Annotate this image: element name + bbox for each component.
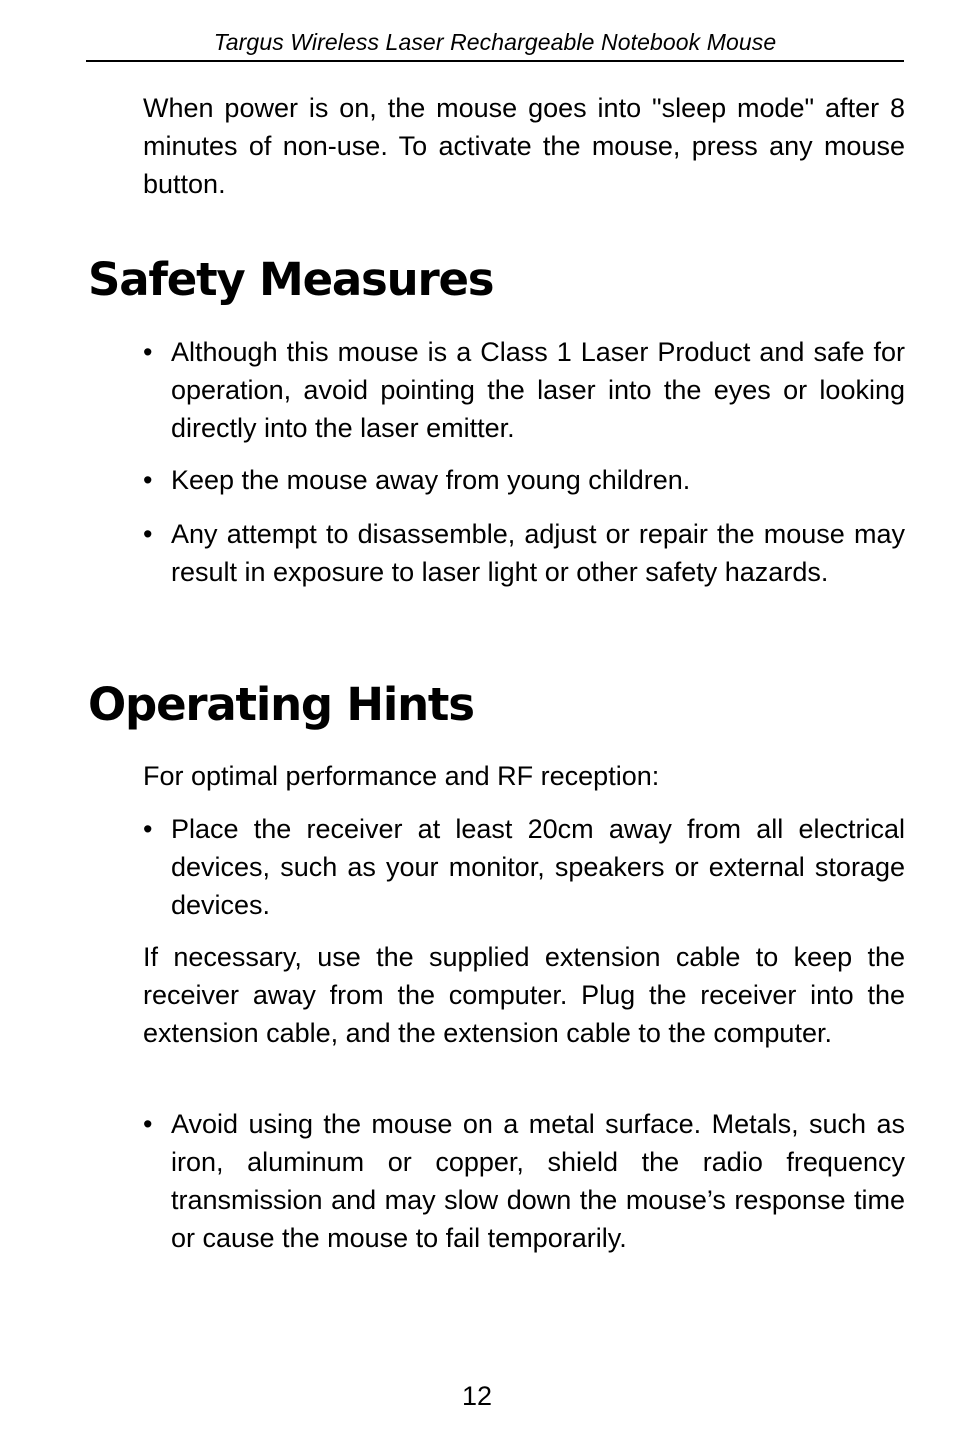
hints-bullet-item xyxy=(143,810,905,924)
safety-bullet-text: Keep the mouse away from young children. xyxy=(171,465,691,495)
operating-hints-heading: Operating Hints xyxy=(88,678,474,731)
page-number: 12 xyxy=(461,1381,493,1411)
page-header xyxy=(86,28,904,62)
hints-bullet-text: Place the receiver at least 20cm away from all electrical devices, such as your monitor, speakers or external storage devices. xyxy=(171,814,905,920)
safety-bullet-item xyxy=(143,461,905,499)
safety-bullet-item xyxy=(143,515,905,591)
bullet-icon: • xyxy=(143,337,153,367)
header-title: Targus Wireless Laser Rechargeable Notebook Mouse xyxy=(213,29,777,55)
hints-bullet-text: Avoid using the mouse on a metal surface. Metals, such as iron, aluminum or copper, shield the radio frequency transmission and may slow down the mouse’s response time or cause the mouse to fail temporarily. xyxy=(171,1109,905,1253)
hints-bullet-item xyxy=(143,1105,905,1257)
bullet-icon: • xyxy=(143,1109,153,1139)
hints-lead-text: For optimal performance and RF reception: xyxy=(143,761,660,791)
bullet-icon: • xyxy=(143,519,153,549)
extension-cable-paragraph: If necessary, use the supplied extension cable to keep the receiver away from the computer. Plug the receiver into the extension cable, and the extension cable to the computer. xyxy=(143,942,905,1048)
bullet-icon: • xyxy=(143,465,153,495)
safety-bullet-text: Any attempt to disassemble, adjust or repair the mouse may result in exposure to laser light or other safety hazards. xyxy=(171,519,905,587)
safety-bullet-text: Although this mouse is a Class 1 Laser Product and safe for operation, avoid pointing the laser into the eyes or looking directly into the laser emitter. xyxy=(171,337,905,443)
safety-bullet-item xyxy=(143,333,905,447)
safety-measures-heading: Safety Measures xyxy=(88,253,494,306)
intro-paragraph: When power is on, the mouse goes into "sleep mode" after 8 minutes of non-use. To activate the mouse, press any mouse button. xyxy=(143,93,905,199)
bullet-icon: • xyxy=(143,814,153,844)
